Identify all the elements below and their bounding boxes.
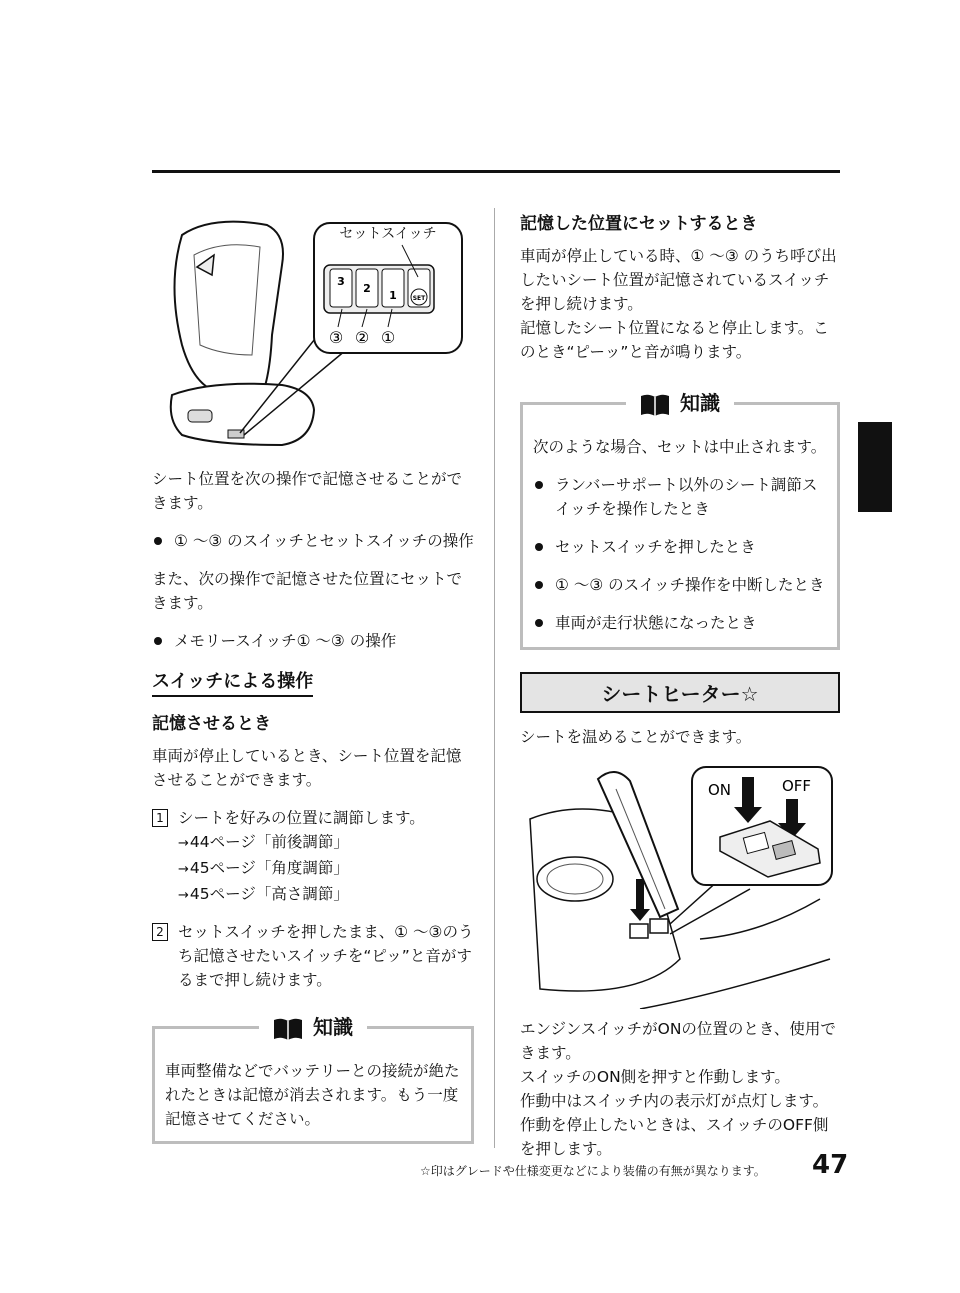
step-number: 1 <box>152 809 168 827</box>
bullet-item: メモリースイッチ① ～③ の操作 <box>152 629 474 653</box>
paragraph: エンジンスイッチがONの位置のとき、使用できます。 <box>520 1020 836 1062</box>
paragraph: 車両が停止している時、① ～③ のうち呼び出したいシート位置が記憶されているスイッチを押し続けます。 <box>520 247 837 313</box>
page-reference: → 44ページ「前後調節」 <box>178 830 474 856</box>
knowledge-note <box>152 1015 474 1144</box>
step-number: 2 <box>152 923 168 941</box>
top-rule <box>152 170 840 173</box>
marker-3: ③ <box>328 328 344 347</box>
book-icon <box>273 1017 303 1041</box>
book-icon <box>640 393 670 417</box>
thumb-index-tab <box>858 422 892 512</box>
marker-1: ① <box>380 328 396 347</box>
step-1 <box>152 806 474 908</box>
note-title: 知識 <box>680 391 720 415</box>
bullet-item: 車両が走行状態になったとき <box>533 611 827 635</box>
bullet-item: ① ～③ のスイッチ操作を中断したとき <box>533 573 827 597</box>
step-text: セットスイッチを押したまま、① ～③のうち記憶させたいスイッチを“ピッ”と音がするまで押し続けます。 <box>178 923 474 989</box>
seat-memory-figure <box>152 205 474 455</box>
memory-button-2-label: 2 <box>363 282 371 295</box>
marker-2: ② <box>354 328 370 347</box>
section-banner: シートヒーター☆ <box>520 672 840 713</box>
step-2 <box>152 920 474 992</box>
paragraph: 記憶したシート位置になると停止します。このとき“ピーッ”と音が鳴ります。 <box>520 319 829 361</box>
left-column <box>152 205 474 1144</box>
page-reference: → 45ページ「高さ調節」 <box>178 882 474 908</box>
intro-paragraph: シート位置を次の操作で記憶させることができます。 <box>152 470 463 512</box>
footer-note: ☆印はグレードや仕様変更などにより装備の有無が異なります。 <box>420 1164 766 1178</box>
section-title: スイッチによる操作 <box>152 667 313 697</box>
memory-button-1-label: 1 <box>389 289 397 302</box>
memory-switch-panel <box>324 265 434 313</box>
bullet-item: セットスイッチを押したとき <box>533 535 827 559</box>
subsection-title: 記憶した位置にセットするとき <box>520 214 758 234</box>
memory-button-3-label: 3 <box>337 275 345 288</box>
paragraph: 車両が停止しているとき、シート位置を記憶させることができます。 <box>152 747 462 789</box>
subsection-title: 記憶させるとき <box>152 714 271 734</box>
note-intro: 次のような場合、セットは中止されます。 <box>533 438 827 456</box>
step-text: シートを好みの位置に調節します。 <box>178 809 425 827</box>
knowledge-note <box>520 391 840 650</box>
bullet-item: ランバーサポート以外のシート調節スイッチを操作したとき <box>533 473 827 521</box>
set-switch-label: セットスイッチ <box>339 226 437 242</box>
paragraph: 作動中はスイッチ内の表示灯が点灯します。 <box>520 1092 829 1110</box>
bullet-item: ① ～③ のスイッチとセットスイッチの操作 <box>152 529 474 553</box>
note-title: 知識 <box>313 1015 353 1039</box>
set-button-label: SET <box>412 295 426 302</box>
column-divider <box>494 208 495 1148</box>
heater-intro: シートを温めることができます。 <box>520 728 752 746</box>
paragraph: スイッチのON側を押すと作動します。 <box>520 1068 790 1086</box>
seat-heater-figure <box>520 759 840 1009</box>
on-label: ON <box>708 781 732 799</box>
off-label: OFF <box>782 777 812 795</box>
paragraph: 作動を停止したいときは、スイッチのOFF側を押します。 <box>520 1116 829 1158</box>
paragraph: また、次の操作で記憶させた位置にセットできます。 <box>152 570 463 612</box>
right-column <box>520 205 840 1161</box>
page-number: 47 <box>812 1150 849 1180</box>
note-text: 車両整備などでバッテリーとの接続が絶たれたときは記憶が消去されます。もう一度記憶させてください。 <box>165 1062 460 1128</box>
page-reference: → 45ページ「角度調節」 <box>178 856 474 882</box>
